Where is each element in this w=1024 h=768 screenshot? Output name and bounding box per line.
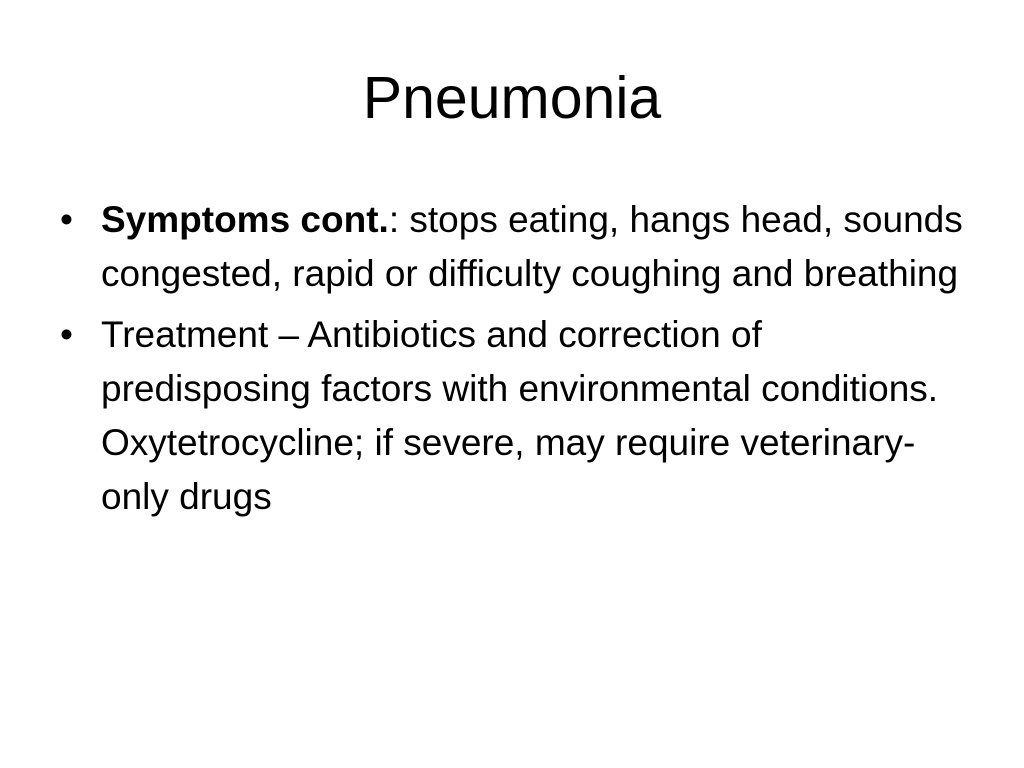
bullet-list: [60, 193, 970, 531]
bullet-item-symptoms: [60, 193, 970, 301]
slide-title: Pneumonia: [362, 65, 662, 131]
bullet-text-symptoms: : stops eating, hangs head, sounds congested, rapid or difficulty coughing and breathing: [101, 199, 963, 294]
bullet-text-treatment: Treatment – Antibiotics and correction of predisposing factors with environmental conditions. Oxytetrocycline; if severe, may require veterinary-only drugs: [101, 314, 939, 517]
bullet-label-symptoms: Symptoms cont.: [101, 199, 389, 240]
bullet-dot-icon: •: [60, 199, 73, 240]
bullet-dot-icon: •: [60, 314, 73, 355]
bullet-item-treatment: [60, 308, 970, 524]
